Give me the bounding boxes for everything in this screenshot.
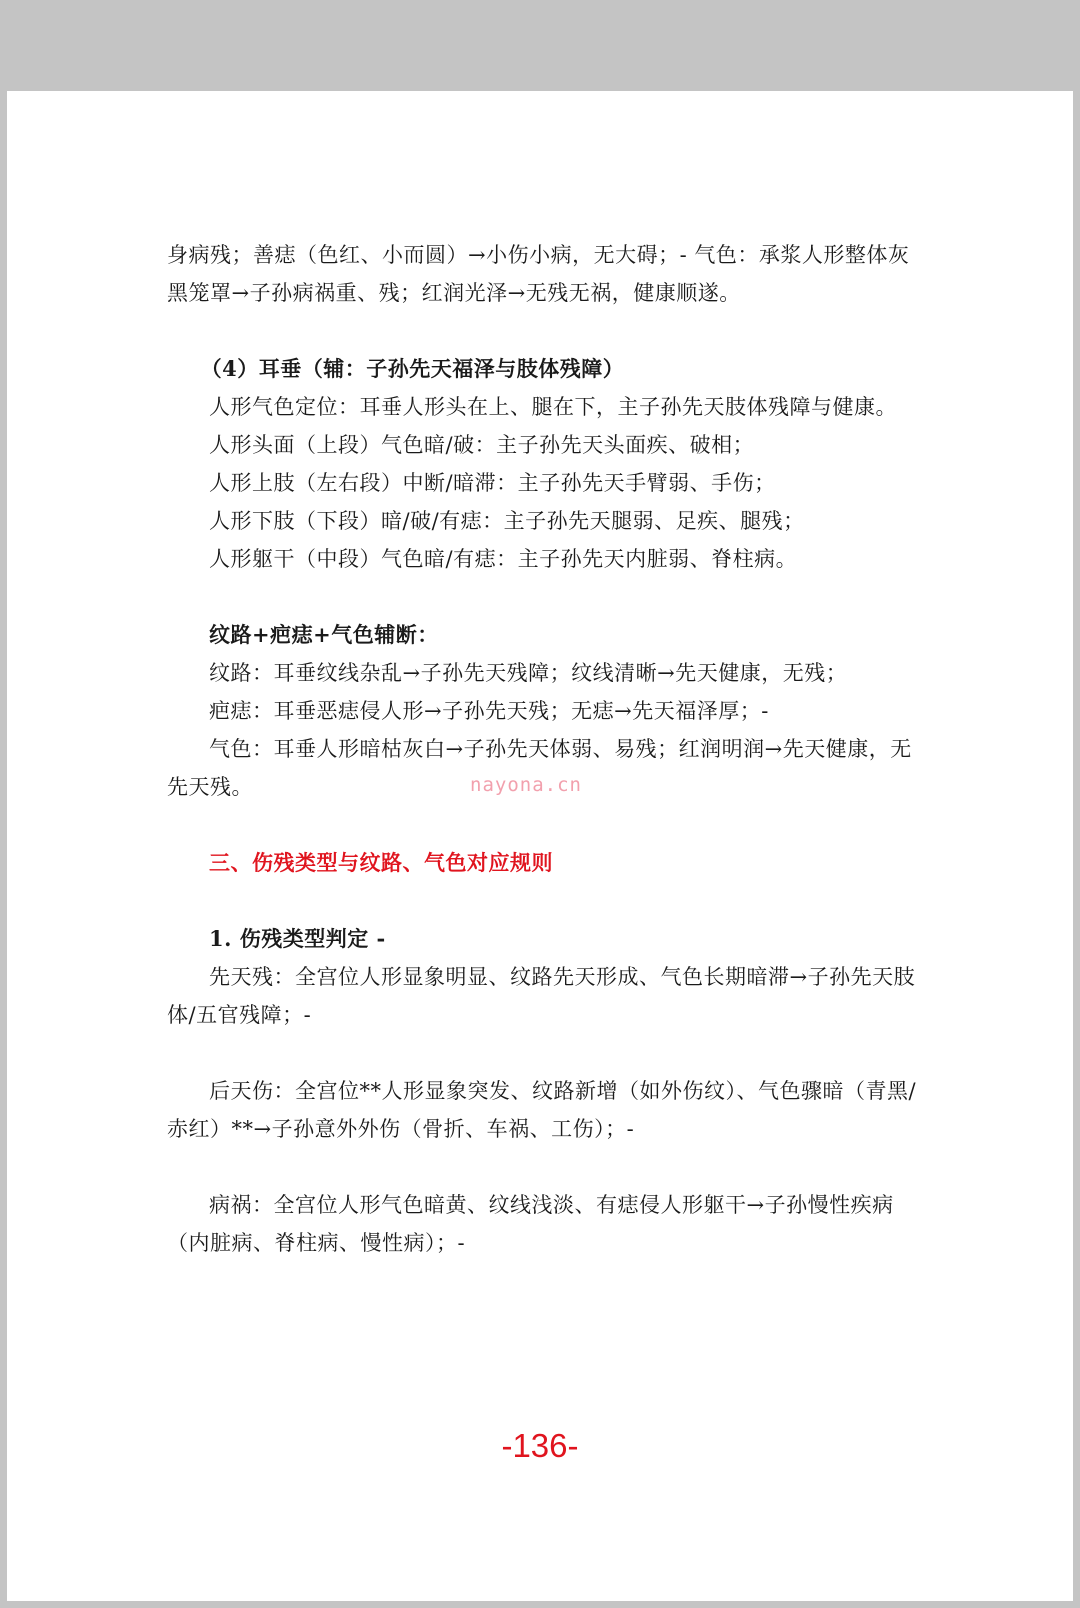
document-page: [7, 91, 1073, 1601]
paragraph-lower-limb: 人形下肢（下段）暗/破/有痣：主子孙先天腿弱、足疾、腿残；: [209, 509, 805, 533]
paragraph-acquired: 后天伤：全宫位**人形显象突发、纹路新增（如外伤纹）、气色骤暗（青黑/赤红）**→子孙意外外伤（骨折、车祸、工伤）；-: [167, 1079, 917, 1141]
page-content: [167, 236, 919, 1262]
section-heading-injury-types: 三、伤残类型与纹路、气色对应规则: [209, 850, 553, 875]
paragraph-torso: 人形躯干（中段）气色暗/有痣：主子孙先天内脏弱、脊柱病。: [209, 547, 798, 571]
spacer: [167, 1034, 919, 1072]
paragraph-lines: 纹路：耳垂纹线杂乱→子孙先天残障；纹线清晰→先天健康，无残；: [209, 661, 848, 685]
spacer: [167, 1148, 919, 1186]
paragraph-disease: 病祸：全宫位人形气色暗黄、纹线浅淡、有痣侵人形躯干→子孙慢性疾病（内脏病、脊柱病、慢性病）；-: [167, 1193, 894, 1255]
paragraph-continuation: 身病残；善痣（色红、小而圆）→小伤小病，无大碍；- 气色：承浆人形整体灰黑笼罩→子孙病祸重、残；红润光泽→无残无祸，健康顺遂。: [167, 243, 910, 305]
paragraph-congenital: 先天残：全宫位人形显象明显、纹路先天形成、气色长期暗滞→子孙先天肢体/五官残障；-: [167, 965, 916, 1027]
paragraph-positioning: 人形气色定位：耳垂人形头在上、腿在下，主子孙先天肢体残障与健康。: [209, 395, 897, 419]
paragraph-upper-limb: 人形上肢（左右段）中断/暗滞：主子孙先天手臂弱、手伤；: [209, 471, 776, 495]
subsection-heading-aux: 纹路+疤痣+气色辅断：: [209, 622, 439, 647]
spacer: [167, 882, 919, 920]
subsection-heading-earlobe: （4）耳垂（辅：子孙先天福泽与肢体残障）: [200, 356, 625, 381]
subsection-heading-judgement: 1. 伤残类型判定 -: [209, 926, 386, 951]
spacer: [167, 312, 919, 350]
spacer: [167, 578, 919, 616]
spacer: [167, 806, 919, 844]
paragraph-head: 人形头面（上段）气色暗/破：主子孙先天头面疾、破相；: [209, 433, 755, 457]
page-number: -136-: [501, 1427, 579, 1464]
watermark: nayona.cn: [470, 774, 582, 796]
paragraph-complexion: 气色：耳垂人形暗枯灰白→子孙先天体弱、易残；红润明润→先天健康，无先天残。: [167, 737, 912, 799]
paragraph-moles: 疤痣：耳垂恶痣侵人形→子孙先天残；无痣→先天福泽厚；-: [209, 699, 769, 723]
